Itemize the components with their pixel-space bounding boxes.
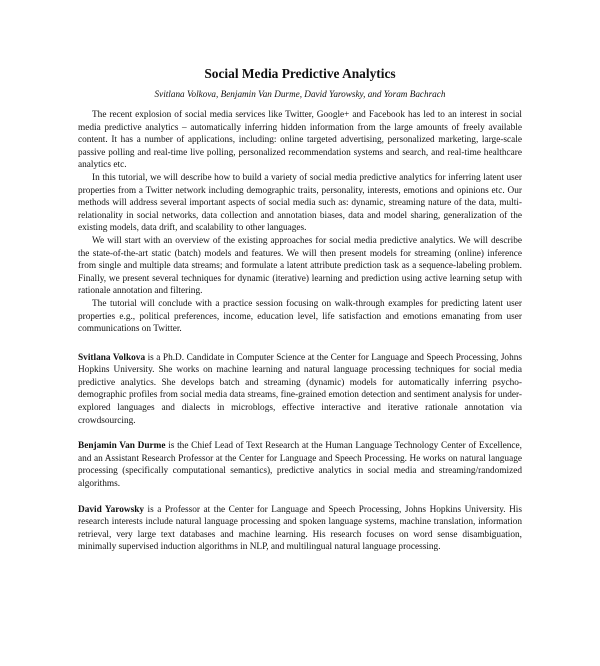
bio-name: Benjamin Van Durme: [78, 441, 166, 452]
abstract-paragraph-3: We will start with an overview of the existing approaches for social media predictive analytics. We will describe the state-of-the-art static (batch) models and features. We will then present models for streaming (online) inference from single and multiple data streams; and formulate a latent attribute prediction task as a sequence-labeling problem. Finally, we present several techniques for dynamic (iterative) learning and prediction using active learning setup with rationale annotation and filtering.: [78, 235, 522, 297]
bio-van-durme: [78, 440, 522, 490]
bio-text: is a Ph.D. Candidate in Computer Science at the Center for Language and Speech Processing, Johns Hopkins University. She works on machine learning and natural language processing techniques for social media predictive analytics. She develops batch and streaming (dynamic) models for automatically inferring psycho-demographic profiles from social media data streams, fine-grained emotion detection and sentiment analysis for under-explored languages and dialects in microblogs, effective interactive and iterative rationale annotation via crowdsourcing.: [78, 352, 522, 426]
bio-text: is a Professor at the Center for Language and Speech Processing, Johns Hopkins University. His research interests include natural language processing and spoken language systems, machine translation, information retrieval, very large text databases and machine learning. His research focuses on word sense disambiguation, minimally supervised induction algorithms in NLP, and multilingual natural language processing.: [78, 504, 522, 553]
bio-yarowsky: [78, 504, 522, 554]
bio-name: David Yarowsky: [78, 504, 145, 515]
abstract: [78, 109, 522, 336]
bio-volkova: [78, 352, 522, 428]
paper-authors: Svitlana Volkova, Benjamin Van Durme, David Yarowsky, and Yoram Bachrach: [154, 89, 446, 99]
bio-text: is the Chief Lead of Text Research at the Human Language Technology Center of Excellence, and an Assistant Research Professor at the Center for Language and Speech Processing. He works on natural language processing (specifically computational semantics), predictive analytics in social media and streaming/randomized algorithms.: [78, 441, 522, 490]
paper-page: [0, 66, 600, 666]
bio-name: Svitlana Volkova: [78, 352, 146, 363]
paper-title: Social Media Predictive Analytics: [204, 66, 396, 81]
abstract-paragraph-4: The tutorial will conclude with a practice session focusing on walk-through examples for predicting latent user properties e.g., political preferences, income, education level, life satisfaction and emotions emanating from user communications on Twitter.: [78, 298, 522, 335]
abstract-paragraph-2: In this tutorial, we will describe how to build a variety of social media predictive analytics for inferring latent user properties from a Twitter network including demographic traits, personality, interests, emotions and opinions etc. Our methods will address several important aspects of social media such as: dynamic, streaming nature of the data, multi-relationality in social networks, data collection and annotation biases, data and model sharing, generalization of the existing models, data drift, and scalability to other languages.: [78, 172, 522, 234]
abstract-paragraph-1: The recent explosion of social media services like Twitter, Google+ and Facebook has led to an interest in social media predictive analytics – automatically inferring hidden information from the large amounts of freely available content. It has a number of applications, including: online targeted advertising, personalized marketing, large-scale passive polling and real-time live polling, personalized recommendation systems and search, and real-time healthcare analytics etc.: [78, 110, 522, 171]
